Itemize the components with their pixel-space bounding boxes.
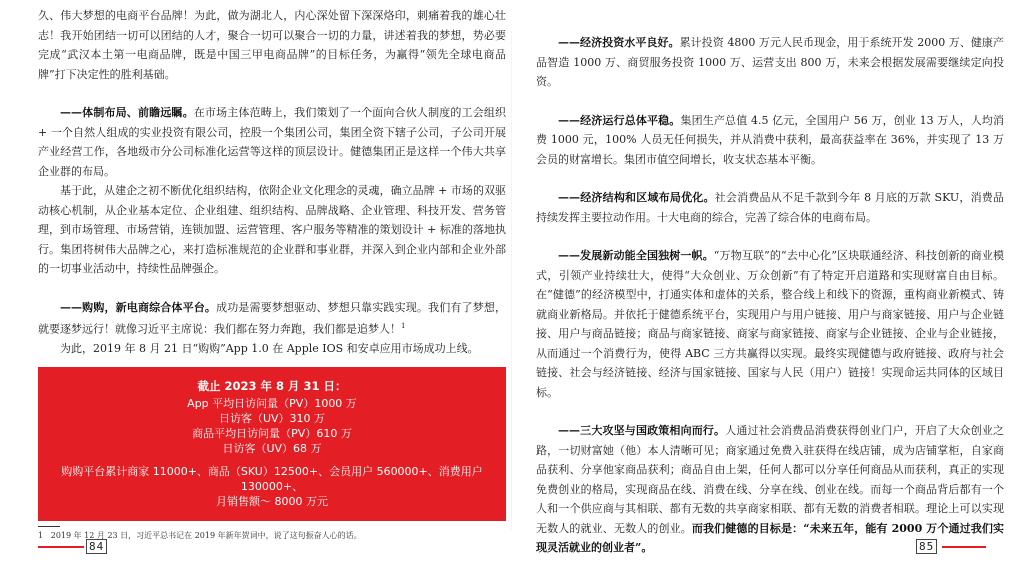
section-heading: ——购购，新电商综合体平台。 bbox=[60, 300, 217, 314]
paragraph-body: 在市场主体范畴上，我们策划了一个面向合伙人制度的工会组织 + 一个自然人组成的实业投资有限公司，控股一个集团公司，集团全资下辖子公司，子公司开展产业经营工作，各地级市分公司标准化运营等这样的顶层设计。健德集团正是这样一个伟大共享企业群的布局。 bbox=[38, 106, 507, 178]
page-number-left: 84 bbox=[86, 539, 107, 554]
right-paragraph-2 bbox=[536, 111, 1004, 170]
paragraph-body: 人通过社会消费品消费获得创业门户，开启了大众创业之路，一切财富她（他）本人清晰可见；商家通过免费入驻获得在线店铺，成为店铺掌柜，自家商品获利、分享他家商品获利；商品自由上架，任何人都可以分享任何商品从而获利，真正的实现免费创业的格局，实现商品在线、消费在线、分享在线、创业在线。而每一个商品背后都有一个人和一个供应商与其相联、都有无数的共享商家相联、都有无数的消费者相联。理论上可以实现无数人的就业、无数人的创业。 bbox=[536, 424, 1005, 535]
paragraph-body: “万物互联”的“去中心化”区块联通经济、科技创新的商业模式，引领产业持续壮大，使得“大众创业、万众创新”有了特定开启道路和实现财富自由目标。在“健德”的经济模型中，打通实体和虚体的关系，整合线上和线下的资源，重构商业新模式、铸就商业新格局。并依托于健德系统平台，实现用户与用户链接、用户与商家链接、用户与企业链接、用户与商品链接；商品与商家链接、商家与商家链接、商家与企业链接、企业与企业链接，从而通过一个消费行为，使得 ABC 三方共赢得以实现。最终实现健德与政府链接、政府与社会链接、社会与经济链接、经济与国家链接、国家与人民（用户）链接！实现命运共同体的区域目标。 bbox=[536, 249, 1005, 399]
right-paragraph-3 bbox=[536, 188, 1004, 227]
stats-summary-line: 月销售额～ 8000 万元 bbox=[216, 494, 328, 508]
footnote-text: 2019 年 12 月 23 日，习近平总书记在 2019 年新年贺词中，说了这句振奋人心的话。 bbox=[50, 531, 362, 540]
page-number-rule-left bbox=[38, 546, 84, 548]
stats-summary-line: 购购平台累计商家 11000+、商品（SKU）12500+、会员用户 560000+、消费用户 130000+、 bbox=[61, 464, 483, 493]
section-heading: ——经济投资水平良好。 bbox=[558, 36, 680, 49]
right-paragraph-5 bbox=[536, 421, 1004, 558]
left-page bbox=[38, 0, 506, 521]
left-paragraph-2 bbox=[38, 103, 506, 181]
stats-line: 日访客（UV）68 万 bbox=[222, 441, 322, 455]
paragraph-emphasis: 而我们健德的目标是：“未来五年，能有 2000 万个通过我们实现灵活就业的创业者”。 bbox=[536, 521, 1004, 554]
stats-highlight-box bbox=[38, 367, 506, 521]
footnote-marker: 1 bbox=[401, 322, 406, 330]
left-paragraph-4 bbox=[38, 298, 506, 340]
stats-line: 商品平均日访问量（PV）610 万 bbox=[192, 426, 352, 440]
gutter bbox=[511, 30, 512, 530]
footnote-number: 1 bbox=[38, 531, 44, 540]
section-heading: ——三大攻坚与国政策相向而行。 bbox=[558, 424, 726, 437]
section-heading: ——经济结构和区域布局优化。 bbox=[558, 191, 715, 204]
section-heading: ——发展新动能全国独树一帜。 bbox=[558, 249, 714, 262]
stats-line: 日访客（UV）310 万 bbox=[218, 411, 326, 425]
left-paragraph-3: 基于此，从建企之初不断优化组织结构，依附企业文化理念的灵魂，确立品牌 + 市场的双驱动核心机制，从企业基本定位、企业组建、组织结构、品牌战略、企业管理、科技开发、营务管理，到市场管理、市场营销，连锁加盟、运营管理、客户服务等精准的策划设计 + 标准的落地执行。集团将树伟大品牌之心，来打造标准规范的企业群和事业群，并深入到企业内部和企业外部的一切事业活动中，持续性品牌强企。 bbox=[38, 184, 506, 275]
page-number-right: 85 bbox=[916, 539, 937, 554]
stats-title: 截止 2023 年 8 月 31 日： bbox=[197, 378, 347, 393]
right-paragraph-4 bbox=[536, 246, 1004, 402]
page-number-rule-right bbox=[942, 546, 986, 548]
paragraph-body: 社会消费品从不足千款到今年 8 月底的万款 SKU，消费品持续发挥主要拉动作用。十大电商的综合，完善了综合体的电商布局。 bbox=[536, 191, 1005, 224]
stats-line: App 平均日访问量（PV）1000 万 bbox=[187, 396, 357, 410]
paragraph-body: 累计投资 4800 万元人民币现金，用于系统开发 2000 万、健康产品智造 1000 万、商贸服务投资 1000 万、运营支出 800 万，未来会根据发展需要继续定向投资。 bbox=[536, 36, 1004, 88]
left-paragraph-1: 久、伟大梦想的电商平台品牌！为此，做为湖北人，内心深处留下深深烙印，刺痛着我的雄心壮志！我开始团结一切可以团结的人才，聚合一切可以聚合一切的力量，讲述着我的梦想，势必要完成“武汉本土第一电商品牌，既是中国三甲电商品牌”的目标任务，为赢得“领先全球电商品牌”打下决定性的胜利基础。 bbox=[38, 9, 506, 81]
left-paragraph-5: 为此，2019 年 8 月 21 日“购购”App 1.0 在 Apple IOS 和安卓应用市场成功上线。 bbox=[60, 342, 479, 356]
right-paragraph-1 bbox=[536, 33, 1004, 92]
paragraph-body: 集团生产总值 4.5 亿元，全国用户 56 万，创业 13 万人，人均消费 1000 元，100% 人员无任何损失，并从消费中获利，最高获益率在 36%，并实现了 13 万会员的财富增长。集团市值空间增长，收支状态基本平衡。 bbox=[536, 113, 1005, 166]
section-heading: ——经济运行总体平稳。 bbox=[558, 113, 681, 127]
footnote-divider bbox=[38, 526, 60, 527]
right-page bbox=[536, 0, 1004, 558]
section-heading: ——体制布局、前瞻远瞩。 bbox=[60, 106, 194, 119]
paragraph-body: 成功是需要梦想驱动、梦想只靠实践实现。我们有了梦想，就要逐梦远行！就像习近平主席说：我们都在努力奔跑，我们都是追梦人！ bbox=[38, 300, 507, 336]
